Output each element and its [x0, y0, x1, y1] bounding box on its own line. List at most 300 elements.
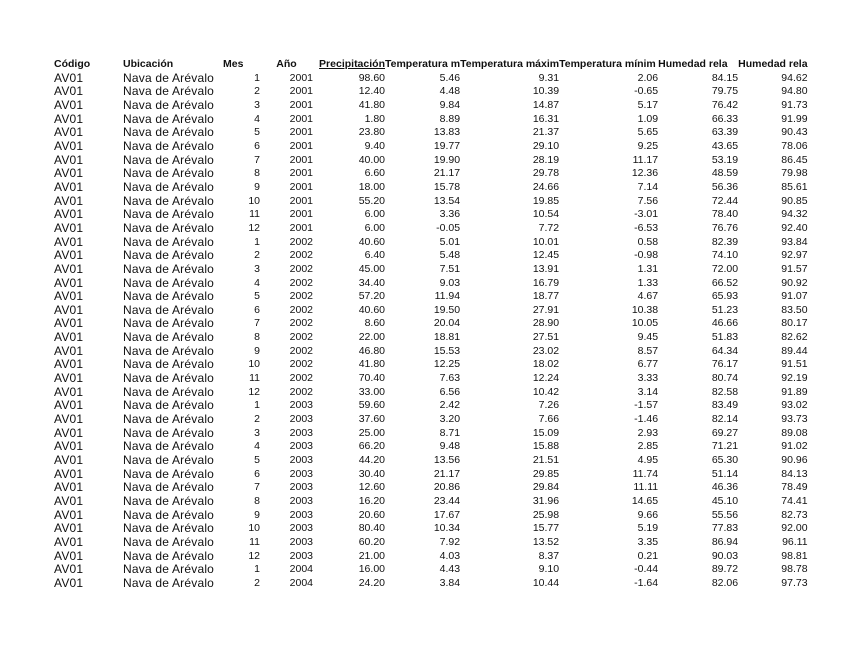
cell-precipitacion[interactable]: 40.60 — [358, 303, 385, 316]
cell-temp-maxima[interactable]: 14.87 — [532, 98, 560, 111]
cell-temp-media[interactable]: 17.67 — [433, 508, 461, 521]
cell-humedad-2[interactable]: 90.92 — [781, 276, 808, 289]
cell-ubicacion[interactable]: Nava de Arévalo — [123, 495, 215, 508]
cell-codigo[interactable]: AV01 — [54, 522, 84, 536]
cell-temp-media[interactable]: 3.84 — [439, 576, 461, 589]
cell-mes[interactable]: 3 — [254, 426, 260, 439]
cell-humedad-2[interactable]: 94.32 — [781, 208, 808, 221]
cell-ano[interactable]: 2001 — [289, 98, 313, 111]
cell-ano[interactable]: 2002 — [289, 358, 313, 371]
cell-codigo[interactable]: AV01 — [54, 180, 84, 194]
cell-mes[interactable]: 10 — [248, 522, 260, 535]
cell-humedad-2[interactable]: 85.61 — [781, 180, 808, 193]
cell-precipitacion[interactable]: 80.40 — [358, 522, 385, 535]
cell-ubicacion[interactable]: Nava de Arévalo — [123, 98, 215, 112]
cell-precipitacion[interactable]: 20.60 — [358, 508, 385, 521]
cell-temp-media[interactable]: 12.25 — [433, 358, 461, 371]
cell-ubicacion[interactable]: Nava de Arévalo — [123, 276, 215, 290]
cell-humedad-1[interactable]: 80.74 — [711, 372, 739, 385]
cell-humedad-1[interactable]: 69.27 — [711, 426, 739, 439]
cell-precipitacion[interactable]: 12.40 — [358, 85, 385, 98]
cell-humedad-1[interactable]: 76.17 — [711, 358, 739, 371]
cell-codigo[interactable]: AV01 — [54, 344, 84, 358]
cell-codigo[interactable]: AV01 — [54, 139, 84, 153]
cell-ano[interactable]: 2003 — [289, 399, 313, 412]
cell-temp-media[interactable]: 13.56 — [433, 454, 461, 467]
cell-precipitacion[interactable]: 18.00 — [358, 180, 385, 193]
cell-humedad-1[interactable]: 82.58 — [711, 385, 739, 398]
cell-temp-maxima[interactable]: 15.09 — [532, 426, 560, 439]
cell-temp-maxima[interactable]: 15.77 — [532, 522, 560, 535]
cell-precipitacion[interactable]: 37.60 — [358, 413, 385, 426]
cell-ubicacion[interactable]: Nava de Arévalo — [123, 126, 215, 140]
cell-humedad-1[interactable]: 72.44 — [711, 194, 739, 207]
cell-codigo[interactable]: AV01 — [54, 167, 84, 181]
cell-temp-media[interactable]: 4.03 — [439, 549, 461, 562]
cell-ano[interactable]: 2003 — [289, 413, 313, 426]
cell-ano[interactable]: 2003 — [289, 549, 313, 562]
cell-humedad-1[interactable]: 83.49 — [711, 399, 739, 412]
cell-ubicacion[interactable]: Nava de Arévalo — [123, 576, 215, 590]
cell-codigo[interactable]: AV01 — [54, 508, 84, 522]
cell-precipitacion[interactable]: 40.00 — [358, 153, 385, 166]
cell-mes[interactable]: 8 — [254, 331, 260, 344]
cell-precipitacion[interactable]: 6.40 — [364, 249, 385, 262]
cell-mes[interactable]: 8 — [254, 495, 260, 507]
cell-ano[interactable]: 2002 — [289, 290, 313, 303]
cell-humedad-2[interactable]: 94.62 — [781, 71, 808, 84]
cell-ano[interactable]: 2003 — [289, 522, 313, 535]
cell-temp-minima[interactable]: -1.57 — [634, 399, 659, 412]
cell-temp-media[interactable]: 18.81 — [433, 331, 461, 344]
cell-temp-maxima[interactable]: 18.77 — [532, 290, 560, 303]
cell-temp-minima[interactable]: 9.66 — [637, 508, 659, 521]
cell-humedad-1[interactable]: 66.52 — [711, 276, 739, 289]
cell-temp-maxima[interactable]: 16.31 — [532, 112, 560, 125]
cell-humedad-1[interactable]: 82.39 — [711, 235, 739, 248]
cell-ano[interactable]: 2002 — [289, 303, 313, 316]
header-temperatura-media[interactable]: Temperatura m — [385, 58, 461, 70]
cell-humedad-2[interactable]: 93.02 — [781, 399, 808, 412]
cell-humedad-2[interactable]: 97.73 — [781, 576, 808, 589]
cell-humedad-1[interactable]: 82.14 — [711, 413, 739, 426]
cell-mes[interactable]: 4 — [254, 112, 260, 125]
cell-temp-minima[interactable]: 9.25 — [637, 139, 659, 152]
cell-codigo[interactable]: AV01 — [54, 563, 84, 577]
cell-temp-media[interactable]: 15.78 — [433, 180, 461, 193]
cell-temp-minima[interactable]: 5.65 — [637, 126, 659, 139]
cell-humedad-1[interactable]: 84.15 — [711, 71, 739, 84]
header-humedad-relativa-2[interactable]: Humedad rela — [738, 58, 808, 70]
cell-precipitacion[interactable]: 60.20 — [358, 535, 385, 548]
cell-humedad-2[interactable]: 91.07 — [781, 290, 808, 303]
cell-temp-maxima[interactable]: 10.44 — [532, 576, 560, 589]
cell-mes[interactable]: 5 — [254, 454, 260, 467]
cell-temp-media[interactable]: 15.53 — [433, 344, 461, 357]
cell-temp-minima[interactable]: 3.14 — [637, 385, 659, 398]
cell-ano[interactable]: 2003 — [289, 535, 313, 548]
cell-ubicacion[interactable]: Nava de Arévalo — [123, 522, 215, 536]
cell-temp-maxima[interactable]: 8.37 — [538, 549, 560, 562]
cell-temp-minima[interactable]: 7.14 — [637, 180, 659, 193]
cell-humedad-1[interactable]: 66.33 — [711, 112, 739, 125]
cell-temp-maxima[interactable]: 7.72 — [538, 221, 560, 234]
cell-precipitacion[interactable]: 34.40 — [358, 276, 385, 289]
cell-temp-minima[interactable]: 1.09 — [637, 112, 659, 125]
cell-temp-maxima[interactable]: 15.88 — [532, 440, 560, 453]
cell-temp-maxima[interactable]: 19.85 — [532, 194, 560, 207]
cell-temp-maxima[interactable]: 29.85 — [532, 467, 560, 480]
cell-temp-media[interactable]: 21.17 — [433, 167, 461, 180]
cell-codigo[interactable]: AV01 — [54, 208, 84, 222]
cell-codigo[interactable]: AV01 — [54, 535, 84, 549]
cell-codigo[interactable]: AV01 — [54, 112, 84, 126]
cell-temp-maxima[interactable]: 16.79 — [532, 276, 560, 289]
cell-humedad-1[interactable]: 86.94 — [711, 535, 739, 548]
cell-codigo[interactable]: AV01 — [54, 358, 84, 372]
cell-temp-maxima[interactable]: 31.96 — [532, 495, 560, 507]
cell-precipitacion[interactable]: 24.20 — [358, 576, 385, 589]
cell-temp-media[interactable]: 4.43 — [439, 563, 461, 576]
cell-humedad-1[interactable]: 89.72 — [711, 563, 739, 576]
cell-humedad-2[interactable]: 78.49 — [781, 481, 808, 494]
cell-ano[interactable]: 2001 — [289, 126, 313, 139]
cell-precipitacion[interactable]: 44.20 — [358, 454, 385, 467]
cell-temp-media[interactable]: 3.36 — [439, 208, 461, 221]
cell-temp-maxima[interactable]: 7.66 — [538, 413, 560, 426]
cell-mes[interactable]: 3 — [254, 98, 260, 111]
cell-temp-media[interactable]: 9.03 — [439, 276, 461, 289]
cell-mes[interactable]: 10 — [248, 194, 260, 207]
cell-temp-maxima[interactable]: 9.10 — [538, 563, 560, 576]
cell-ano[interactable]: 2003 — [289, 508, 313, 521]
cell-humedad-1[interactable]: 76.76 — [711, 221, 739, 234]
cell-temp-minima[interactable]: -0.98 — [634, 249, 659, 262]
cell-mes[interactable]: 12 — [248, 221, 260, 234]
cell-precipitacion[interactable]: 16.20 — [358, 495, 385, 507]
cell-humedad-2[interactable]: 80.17 — [781, 317, 808, 330]
cell-mes[interactable]: 11 — [249, 208, 260, 221]
cell-codigo[interactable]: AV01 — [54, 385, 84, 399]
cell-temp-media[interactable]: 7.92 — [439, 535, 461, 548]
cell-humedad-1[interactable]: 51.83 — [711, 331, 739, 344]
cell-temp-media[interactable]: 13.83 — [433, 126, 461, 139]
header-mes[interactable]: Mes — [223, 58, 244, 70]
cell-precipitacion[interactable]: 22.00 — [358, 331, 385, 344]
cell-humedad-1[interactable]: 74.10 — [711, 249, 739, 262]
cell-temp-maxima[interactable]: 29.78 — [532, 167, 560, 180]
cell-humedad-2[interactable]: 86.45 — [781, 153, 808, 166]
cell-mes[interactable]: 12 — [248, 549, 260, 562]
cell-temp-maxima[interactable]: 28.90 — [532, 317, 560, 330]
cell-temp-minima[interactable]: 7.56 — [637, 194, 659, 207]
cell-ano[interactable]: 2002 — [289, 344, 313, 357]
cell-mes[interactable]: 12 — [248, 385, 260, 398]
cell-temp-maxima[interactable]: 21.37 — [532, 126, 560, 139]
cell-ano[interactable]: 2001 — [289, 112, 313, 125]
cell-precipitacion[interactable]: 98.60 — [358, 71, 385, 84]
cell-temp-minima[interactable]: 0.58 — [637, 235, 659, 248]
cell-codigo[interactable]: AV01 — [54, 290, 84, 304]
cell-humedad-2[interactable]: 98.81 — [781, 549, 808, 562]
cell-temp-minima[interactable]: -1.64 — [634, 576, 659, 589]
cell-ano[interactable]: 2003 — [289, 426, 313, 439]
cell-temp-maxima[interactable]: 29.84 — [532, 481, 560, 494]
cell-ubicacion[interactable]: Nava de Arévalo — [123, 399, 215, 413]
cell-temp-minima[interactable]: 2.06 — [637, 71, 659, 84]
cell-codigo[interactable]: AV01 — [54, 454, 84, 468]
cell-codigo[interactable]: AV01 — [54, 85, 84, 99]
cell-ano[interactable]: 2001 — [289, 153, 313, 166]
cell-humedad-1[interactable]: 51.23 — [711, 303, 739, 316]
cell-precipitacion[interactable]: 45.00 — [358, 262, 385, 275]
cell-humedad-2[interactable]: 82.62 — [781, 331, 808, 344]
cell-temp-maxima[interactable]: 24.66 — [532, 180, 560, 193]
cell-precipitacion[interactable]: 70.40 — [358, 372, 385, 385]
cell-ubicacion[interactable]: Nava de Arévalo — [123, 344, 215, 358]
cell-temp-maxima[interactable]: 25.98 — [532, 508, 560, 521]
cell-temp-minima[interactable]: 2.93 — [637, 426, 659, 439]
cell-mes[interactable]: 6 — [254, 467, 260, 480]
cell-precipitacion[interactable]: 30.40 — [358, 467, 385, 480]
cell-temp-minima[interactable]: 11.11 — [633, 481, 659, 494]
cell-ano[interactable]: 2002 — [289, 372, 313, 385]
cell-codigo[interactable]: AV01 — [54, 331, 84, 345]
cell-mes[interactable]: 2 — [254, 413, 260, 426]
cell-mes[interactable]: 4 — [254, 440, 260, 453]
cell-codigo[interactable]: AV01 — [54, 413, 84, 427]
cell-temp-maxima[interactable]: 18.02 — [532, 358, 560, 371]
cell-humedad-2[interactable]: 92.97 — [781, 249, 808, 262]
cell-humedad-2[interactable]: 91.02 — [781, 440, 808, 453]
cell-temp-maxima[interactable]: 12.24 — [532, 372, 560, 385]
cell-humedad-2[interactable]: 90.96 — [781, 454, 808, 467]
cell-temp-media[interactable]: 21.17 — [433, 467, 461, 480]
cell-mes[interactable]: 6 — [254, 303, 260, 316]
cell-temp-maxima[interactable]: 29.10 — [532, 139, 560, 152]
cell-ano[interactable]: 2002 — [289, 235, 313, 248]
cell-ubicacion[interactable]: Nava de Arévalo — [123, 85, 215, 99]
cell-ubicacion[interactable]: Nava de Arévalo — [123, 180, 215, 194]
cell-temp-minima[interactable]: 5.17 — [637, 98, 659, 111]
cell-temp-media[interactable]: 5.48 — [439, 249, 461, 262]
cell-mes[interactable]: 9 — [254, 180, 260, 193]
cell-humedad-2[interactable]: 93.73 — [781, 413, 808, 426]
cell-temp-minima[interactable]: 11.17 — [632, 153, 659, 166]
cell-temp-maxima[interactable]: 10.54 — [532, 208, 560, 221]
cell-mes[interactable]: 1 — [254, 399, 260, 412]
cell-ubicacion[interactable]: Nava de Arévalo — [123, 139, 215, 153]
cell-mes[interactable]: 5 — [254, 126, 260, 139]
cell-ano[interactable]: 2003 — [289, 454, 313, 467]
cell-temp-minima[interactable]: -1.46 — [634, 413, 659, 426]
cell-temp-media[interactable]: 6.56 — [439, 385, 461, 398]
cell-ano[interactable]: 2002 — [289, 249, 313, 262]
cell-ubicacion[interactable]: Nava de Arévalo — [123, 440, 215, 454]
cell-mes[interactable]: 9 — [254, 344, 260, 357]
cell-humedad-2[interactable]: 92.00 — [781, 522, 808, 535]
cell-ubicacion[interactable]: Nava de Arévalo — [123, 535, 215, 549]
cell-humedad-2[interactable]: 84.13 — [781, 467, 808, 480]
cell-temp-media[interactable]: 8.71 — [439, 426, 461, 439]
cell-precipitacion[interactable]: 59.60 — [358, 399, 385, 412]
cell-ano[interactable]: 2001 — [289, 180, 313, 193]
cell-humedad-2[interactable]: 89.08 — [781, 426, 808, 439]
cell-humedad-2[interactable]: 91.99 — [781, 112, 808, 125]
cell-humedad-1[interactable]: 78.40 — [711, 208, 739, 221]
cell-ano[interactable]: 2003 — [289, 481, 313, 494]
header-temperatura-maxima[interactable]: Temperatura máxim — [460, 58, 560, 70]
cell-temp-minima[interactable]: 0.21 — [637, 549, 659, 562]
cell-humedad-1[interactable]: 46.66 — [711, 317, 739, 330]
cell-temp-minima[interactable]: 12.36 — [631, 167, 659, 180]
cell-mes[interactable]: 11 — [249, 535, 260, 548]
cell-ubicacion[interactable]: Nava de Arévalo — [123, 71, 215, 85]
cell-temp-media[interactable]: 9.48 — [439, 440, 461, 453]
cell-codigo[interactable]: AV01 — [54, 372, 84, 386]
cell-humedad-1[interactable]: 45.10 — [711, 495, 739, 507]
cell-ano[interactable]: 2001 — [289, 194, 313, 207]
cell-temp-minima[interactable]: 10.38 — [631, 303, 659, 316]
header-precipitacion[interactable]: Precipitación — [319, 58, 385, 70]
cell-humedad-2[interactable]: 90.85 — [781, 194, 808, 207]
cell-temp-media[interactable]: 4.48 — [439, 85, 461, 98]
cell-codigo[interactable]: AV01 — [54, 467, 84, 481]
cell-ano[interactable]: 2002 — [289, 317, 313, 330]
cell-mes[interactable]: 9 — [254, 508, 260, 521]
cell-ubicacion[interactable]: Nava de Arévalo — [123, 331, 215, 345]
cell-precipitacion[interactable]: 57.20 — [358, 290, 385, 303]
cell-codigo[interactable]: AV01 — [54, 221, 84, 235]
cell-codigo[interactable]: AV01 — [54, 71, 84, 85]
cell-mes[interactable]: 5 — [254, 290, 260, 303]
cell-codigo[interactable]: AV01 — [54, 235, 84, 249]
cell-temp-minima[interactable]: 9.45 — [637, 331, 659, 344]
header-humedad-relativa-1[interactable]: Humedad rela — [658, 58, 728, 70]
cell-temp-media[interactable]: 2.42 — [439, 399, 461, 412]
cell-ubicacion[interactable]: Nava de Arévalo — [123, 112, 215, 126]
cell-precipitacion[interactable]: 46.80 — [358, 344, 385, 357]
cell-humedad-1[interactable]: 72.00 — [711, 262, 739, 275]
cell-temp-media[interactable]: 23.44 — [433, 495, 461, 507]
cell-humedad-2[interactable]: 91.89 — [781, 385, 808, 398]
cell-humedad-1[interactable]: 56.36 — [711, 180, 739, 193]
cell-humedad-2[interactable]: 79.98 — [781, 167, 808, 180]
cell-temp-minima[interactable]: 10.05 — [631, 317, 659, 330]
cell-humedad-2[interactable]: 96.11 — [782, 535, 808, 548]
cell-ubicacion[interactable]: Nava de Arévalo — [123, 290, 215, 304]
cell-ubicacion[interactable]: Nava de Arévalo — [123, 303, 215, 317]
cell-temp-media[interactable]: 3.20 — [439, 413, 461, 426]
cell-precipitacion[interactable]: 41.80 — [358, 98, 385, 111]
cell-mes[interactable]: 2 — [254, 249, 260, 262]
cell-precipitacion[interactable]: 40.60 — [358, 235, 385, 248]
cell-precipitacion[interactable]: 41.80 — [358, 358, 385, 371]
cell-codigo[interactable]: AV01 — [54, 153, 84, 167]
cell-codigo[interactable]: AV01 — [54, 126, 84, 140]
cell-temp-minima[interactable]: 3.35 — [637, 535, 659, 548]
cell-humedad-1[interactable]: 53.19 — [711, 153, 739, 166]
cell-ubicacion[interactable]: Nava de Arévalo — [123, 208, 215, 222]
cell-mes[interactable]: 10 — [248, 358, 260, 371]
cell-mes[interactable]: 3 — [254, 262, 260, 275]
cell-temp-maxima[interactable]: 21.51 — [532, 454, 560, 467]
cell-humedad-1[interactable]: 77.83 — [711, 522, 739, 535]
cell-precipitacion[interactable]: 12.60 — [358, 481, 385, 494]
cell-mes[interactable]: 2 — [254, 576, 260, 589]
cell-codigo[interactable]: AV01 — [54, 481, 84, 495]
cell-temp-media[interactable]: 5.01 — [439, 235, 461, 248]
cell-precipitacion[interactable]: 6.00 — [364, 221, 385, 234]
cell-codigo[interactable]: AV01 — [54, 399, 84, 413]
cell-humedad-1[interactable]: 48.59 — [711, 167, 739, 180]
cell-temp-media[interactable]: 20.04 — [433, 317, 461, 330]
cell-precipitacion[interactable]: 21.00 — [358, 549, 385, 562]
cell-temp-minima[interactable]: 8.57 — [637, 344, 659, 357]
cell-humedad-2[interactable]: 90.43 — [781, 126, 808, 139]
cell-ubicacion[interactable]: Nava de Arévalo — [123, 481, 215, 495]
cell-ubicacion[interactable]: Nava de Arévalo — [123, 563, 215, 577]
cell-humedad-1[interactable]: 43.65 — [711, 139, 739, 152]
cell-ano[interactable]: 2003 — [289, 495, 313, 507]
cell-humedad-1[interactable]: 71.21 — [711, 440, 739, 453]
cell-humedad-2[interactable]: 92.40 — [781, 221, 808, 234]
cell-temp-minima[interactable]: 4.67 — [637, 290, 659, 303]
cell-temp-maxima[interactable]: 13.52 — [532, 535, 560, 548]
cell-ubicacion[interactable]: Nava de Arévalo — [123, 194, 215, 208]
cell-humedad-1[interactable]: 76.42 — [711, 98, 739, 111]
cell-humedad-1[interactable]: 55.56 — [711, 508, 739, 521]
cell-precipitacion[interactable]: 25.00 — [358, 426, 385, 439]
cell-humedad-2[interactable]: 93.84 — [781, 235, 808, 248]
cell-humedad-1[interactable]: 64.34 — [711, 344, 739, 357]
cell-ano[interactable]: 2001 — [289, 85, 313, 98]
cell-ano[interactable]: 2004 — [289, 576, 313, 589]
cell-precipitacion[interactable]: 9.40 — [364, 139, 385, 152]
cell-humedad-2[interactable]: 91.73 — [781, 98, 808, 111]
cell-ano[interactable]: 2004 — [289, 563, 313, 576]
cell-ano[interactable]: 2002 — [289, 262, 313, 275]
cell-humedad-2[interactable]: 82.73 — [781, 508, 808, 521]
cell-ano[interactable]: 2002 — [289, 276, 313, 289]
cell-temp-maxima[interactable]: 27.51 — [532, 331, 560, 344]
cell-humedad-1[interactable]: 63.39 — [711, 126, 739, 139]
cell-ano[interactable]: 2001 — [289, 208, 313, 221]
cell-mes[interactable]: 1 — [254, 235, 260, 248]
header-temperatura-minima[interactable]: Temperatura mínim — [559, 58, 656, 70]
cell-temp-maxima[interactable]: 7.26 — [538, 399, 560, 412]
cell-ubicacion[interactable]: Nava de Arévalo — [123, 454, 215, 468]
cell-humedad-2[interactable]: 92.19 — [781, 372, 808, 385]
cell-temp-minima[interactable]: 6.77 — [637, 358, 659, 371]
cell-codigo[interactable]: AV01 — [54, 426, 84, 440]
cell-temp-media[interactable]: 19.90 — [433, 153, 461, 166]
cell-codigo[interactable]: AV01 — [54, 194, 84, 208]
cell-humedad-1[interactable]: 90.03 — [711, 549, 739, 562]
cell-mes[interactable]: 2 — [254, 85, 260, 98]
cell-codigo[interactable]: AV01 — [54, 249, 84, 263]
cell-precipitacion[interactable]: 66.20 — [358, 440, 385, 453]
cell-ubicacion[interactable]: Nava de Arévalo — [123, 167, 215, 181]
cell-humedad-2[interactable]: 74.41 — [781, 495, 808, 507]
cell-codigo[interactable]: AV01 — [54, 317, 84, 331]
cell-temp-media[interactable]: 8.89 — [439, 112, 461, 125]
cell-ubicacion[interactable]: Nava de Arévalo — [123, 426, 215, 440]
cell-ano[interactable]: 2003 — [289, 467, 313, 480]
cell-temp-minima[interactable]: 1.33 — [637, 276, 659, 289]
cell-temp-minima[interactable]: 2.85 — [637, 440, 659, 453]
cell-codigo[interactable]: AV01 — [54, 549, 84, 563]
